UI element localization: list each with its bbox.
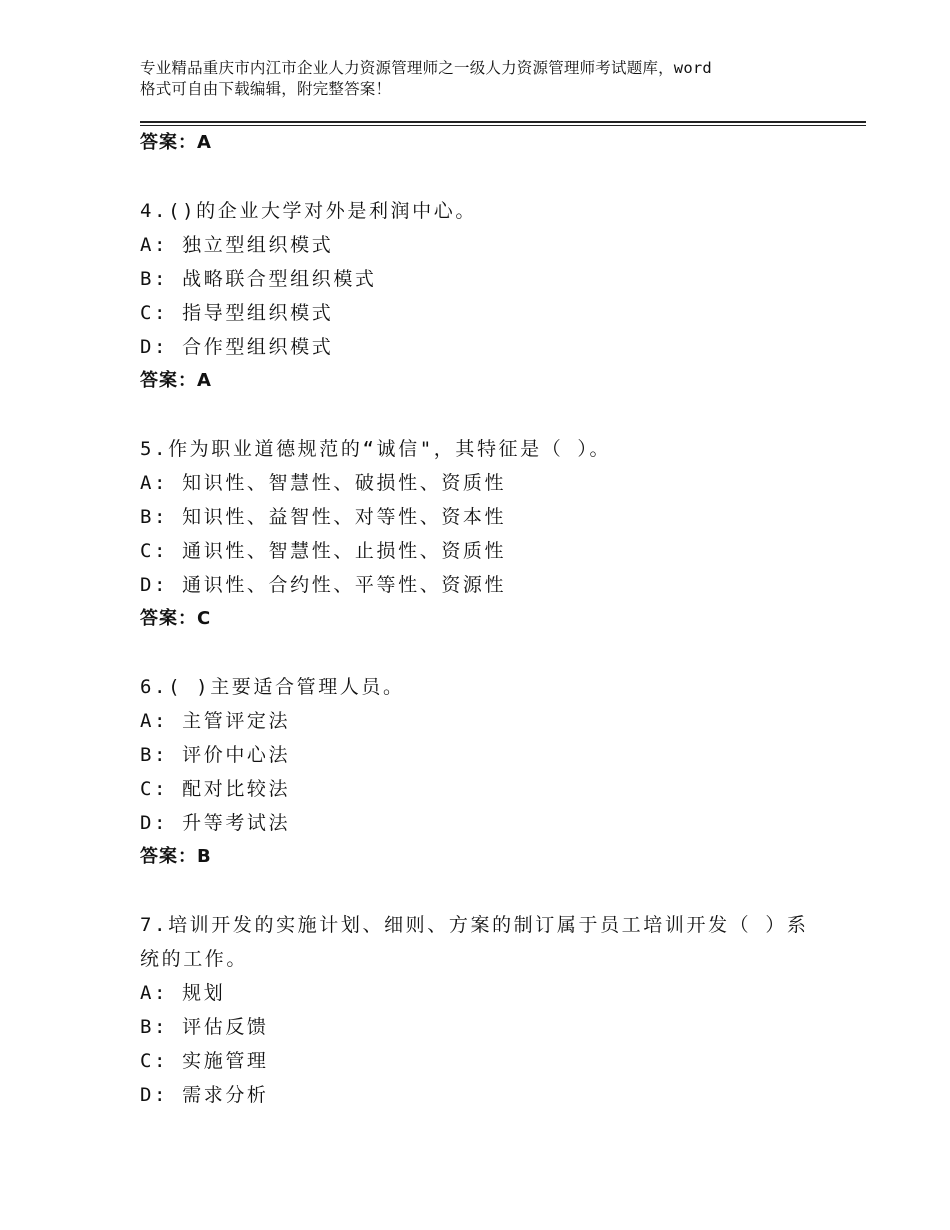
header-line-2: 格式可自由下载编辑，附完整答案！ [140, 80, 392, 98]
question-5 [140, 432, 866, 636]
option-b: B: 战略联合型组织模式 [140, 268, 377, 290]
option-a: A: 规划 [140, 982, 226, 1004]
header-rule-thick [140, 121, 866, 123]
document-header [140, 58, 840, 100]
answer: 答案：B [140, 846, 212, 867]
question-4 [140, 194, 866, 398]
question-stem: 5.作为职业道德规范的“诚信"，其特征是（ ）。 [140, 438, 612, 460]
option-b: B: 知识性、益智性、对等性、资本性 [140, 506, 507, 528]
option-d: D: 合作型组织模式 [140, 336, 334, 358]
question-stem-line-2: 统的工作。 [140, 948, 249, 970]
option-d: D: 升等考试法 [140, 812, 291, 834]
option-b: B: 评价中心法 [140, 744, 291, 766]
answer-previous: 答案：A [140, 132, 212, 153]
option-b: B: 评估反馈 [140, 1016, 269, 1038]
header-line-1: 专业精品重庆市内江市企业人力资源管理师之一级人力资源管理师考试题库，word [140, 59, 712, 77]
option-c: C: 通识性、智慧性、止损性、资质性 [140, 540, 507, 562]
option-a: A: 独立型组织模式 [140, 234, 334, 256]
question-7 [140, 908, 866, 1112]
option-d: D: 通识性、合约性、平等性、资源性 [140, 574, 507, 596]
document-body [140, 126, 866, 1112]
option-d: D: 需求分析 [140, 1084, 269, 1106]
question-stem: 4.()的企业大学对外是利润中心。 [140, 200, 477, 222]
question-stem: 6.( )主要适合管理人员。 [140, 676, 405, 698]
answer: 答案：A [140, 370, 212, 391]
answer: 答案：C [140, 608, 212, 629]
option-a: A: 知识性、智慧性、破损性、资质性 [140, 472, 507, 494]
option-c: C: 实施管理 [140, 1050, 269, 1072]
option-c: C: 指导型组织模式 [140, 302, 334, 324]
option-a: A: 主管评定法 [140, 710, 291, 732]
question-stem-line-1: 7.培训开发的实施计划、细则、方案的制订属于员工培训开发（ ）系 [140, 914, 809, 936]
question-6 [140, 670, 866, 874]
option-c: C: 配对比较法 [140, 778, 291, 800]
